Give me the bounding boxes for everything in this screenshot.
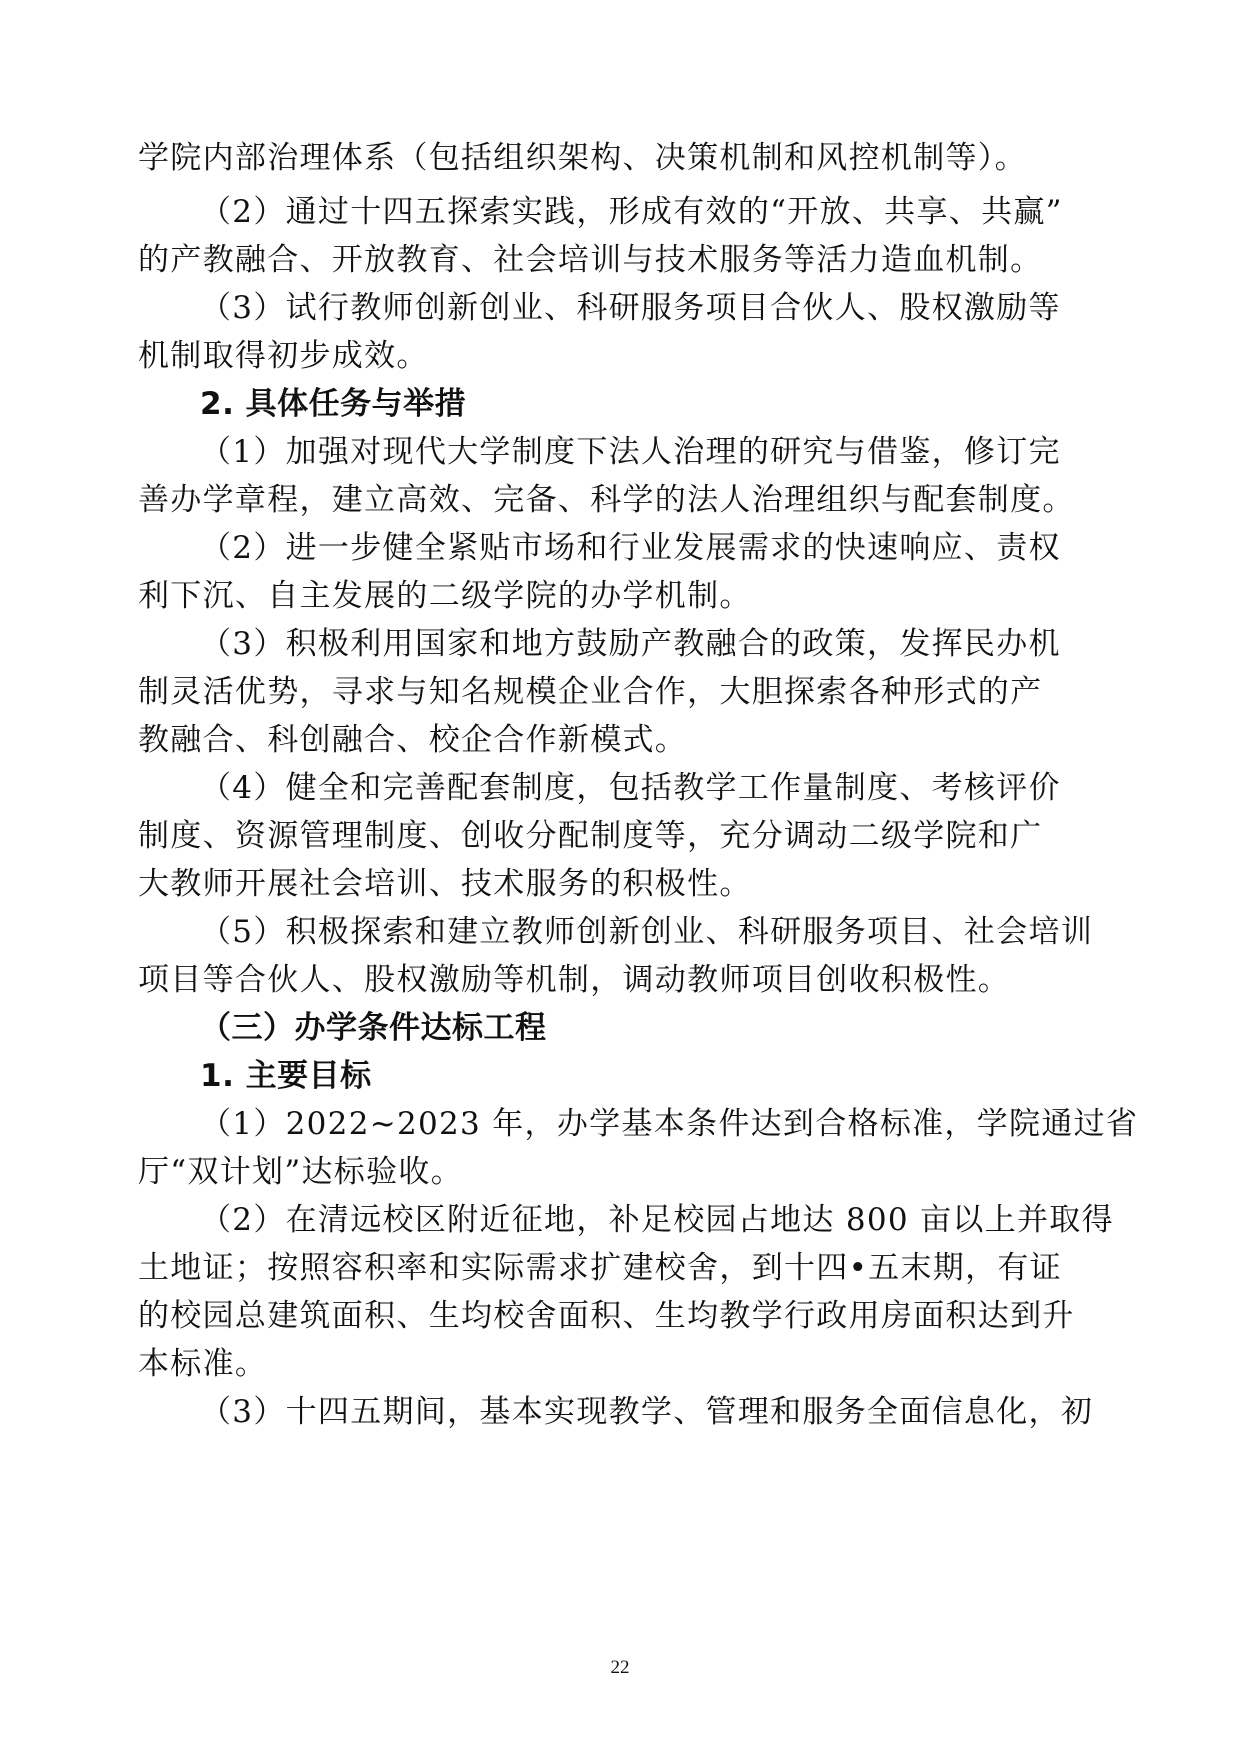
text-line: 的产教融合、开放教育、社会培训与技术服务等活力造血机制。 — [138, 242, 1043, 278]
section-heading: （三）办学条件达标工程 — [200, 1010, 547, 1046]
text-line: （1）2022~2023 年，办学基本条件达到合格标准，学院通过省 — [200, 1106, 1139, 1142]
text-line: 善办学章程，建立高效、完备、科学的法人治理组织与配套制度。 — [138, 482, 1075, 518]
text-line: 项目等合伙人、股权激励等机制，调动教师项目创收积极性。 — [138, 962, 1011, 998]
text-line: （3）十四五期间，基本实现教学、管理和服务全面信息化，初 — [200, 1394, 1094, 1430]
page-number: 22 — [610, 1657, 630, 1678]
text-line: （2）在清远校区附近征地，补足校园占地达 800 亩以上并取得 — [200, 1202, 1114, 1238]
text-line: 制灵活优势，寻求与知名规模企业合作，大胆探索各种形式的产 — [138, 674, 1043, 710]
section-heading: 2. 具体任务与举措 — [200, 386, 467, 422]
text-line: （2）通过十四五探索实践，形成有效的“开放、共享、共赢” — [200, 194, 1063, 230]
text-line: 利下沉、自主发展的二级学院的办学机制。 — [138, 578, 752, 614]
text-line: （5）积极探索和建立教师创新创业、科研服务项目、社会培训 — [200, 914, 1094, 950]
text-line: （3）试行教师创新创业、科研服务项目合伙人、股权激励等 — [200, 290, 1061, 326]
text-line: 本标准。 — [138, 1346, 268, 1382]
text-line: 大教师开展社会培训、技术服务的积极性。 — [138, 866, 752, 902]
text-line: 制度、资源管理制度、创收分配制度等，充分调动二级学院和广 — [138, 818, 1043, 854]
text-line: 机制取得初步成效。 — [138, 338, 429, 374]
text-line: （1）加强对现代大学制度下法人治理的研究与借鉴，修订完 — [200, 434, 1061, 470]
text-line: （2）进一步健全紧贴市场和行业发展需求的快速响应、责权 — [200, 530, 1061, 566]
section-heading: 1. 主要目标 — [200, 1058, 372, 1094]
text-line: 土地证；按照容积率和实际需求扩建校舍，到十四•五末期，有证 — [138, 1250, 1062, 1286]
text-line: （3）积极利用国家和地方鼓励产教融合的政策，发挥民办机 — [200, 626, 1061, 662]
text-line: 的校园总建筑面积、生均校舍面积、生均教学行政用房面积达到升 — [138, 1298, 1075, 1334]
text-line: （4）健全和完善配套制度，包括教学工作量制度、考核评价 — [200, 770, 1061, 806]
text-line: 教融合、科创融合、校企合作新模式。 — [138, 722, 688, 758]
text-line: 学院内部治理体系（包括组织架构、决策机制和风控机制等）。 — [138, 140, 1027, 176]
text-line: 厅“双计划”达标验收。 — [138, 1154, 463, 1190]
